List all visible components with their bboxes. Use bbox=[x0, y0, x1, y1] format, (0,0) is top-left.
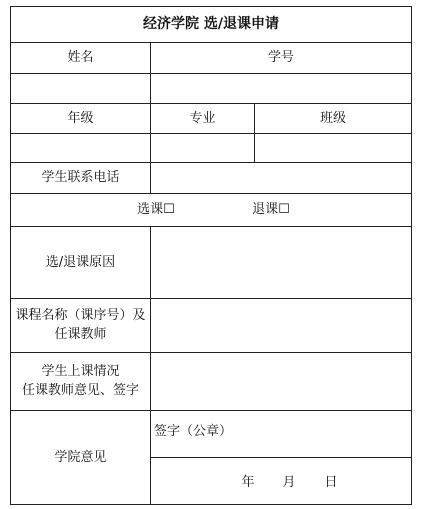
year-label: 年 bbox=[241, 474, 255, 490]
course-field[interactable] bbox=[151, 299, 411, 352]
phone-label: 学生联系电话 bbox=[41, 170, 120, 185]
student-id-label: 学号 bbox=[267, 50, 294, 65]
name-label: 姓名 bbox=[67, 50, 94, 65]
application-form bbox=[10, 6, 412, 505]
select-course-checkbox[interactable]: 选课☐ bbox=[137, 202, 175, 217]
attendance-label-line1: 学生上课情况 bbox=[41, 364, 120, 379]
student-id-field[interactable] bbox=[151, 74, 411, 103]
attendance-label-line2: 任课教师意见、签字 bbox=[21, 383, 139, 398]
attendance-field[interactable] bbox=[151, 353, 411, 410]
course-label-line2: 任课教师 bbox=[54, 327, 107, 342]
reason-label: 选/退课原因 bbox=[45, 254, 116, 270]
month-label: 月 bbox=[282, 474, 296, 490]
reason-field[interactable] bbox=[151, 227, 411, 298]
signature-divider bbox=[150, 457, 411, 458]
withdraw-course-checkbox[interactable]: 退课☐ bbox=[252, 202, 290, 217]
class-label: 班级 bbox=[319, 110, 346, 126]
form-title: 经济学院 选/退课申请 bbox=[143, 16, 279, 32]
major-field[interactable] bbox=[151, 134, 254, 162]
name-field[interactable] bbox=[11, 74, 150, 103]
grade-label: 年级 bbox=[67, 110, 94, 126]
day-label: 日 bbox=[324, 474, 338, 490]
course-label-line1: 课程名称（课序号）及 bbox=[15, 308, 146, 323]
phone-field[interactable] bbox=[151, 163, 411, 193]
signature-label: 签字（公章） bbox=[154, 423, 233, 439]
grade-field[interactable] bbox=[11, 134, 150, 162]
attendance-label bbox=[11, 352, 150, 410]
class-field[interactable] bbox=[255, 134, 411, 162]
course-label bbox=[11, 298, 150, 352]
college-opinion-label: 学院意见 bbox=[54, 449, 107, 465]
row-divider bbox=[11, 193, 411, 194]
major-label: 专业 bbox=[189, 110, 216, 126]
